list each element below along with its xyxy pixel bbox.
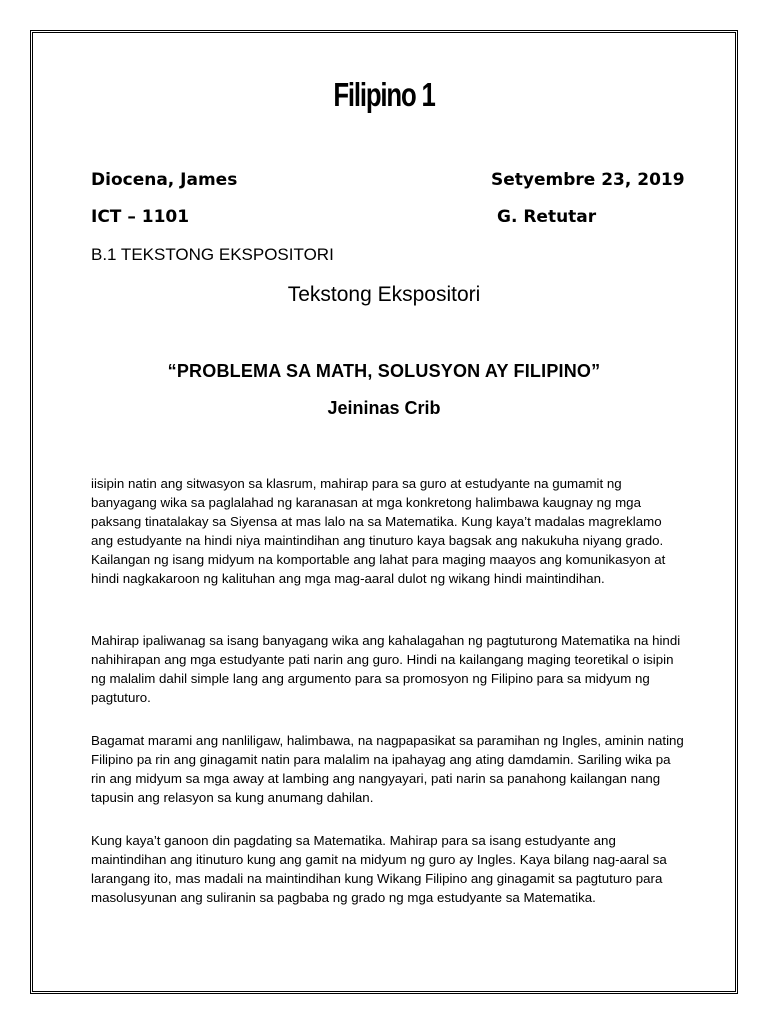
essay-title: “PROBLEMA SA MATH, SOLUSYON AY FILIPINO”: [167, 361, 601, 381]
student-name: Diocena, James: [91, 170, 238, 190]
paragraph-3: Bagamat marami ang nanliligaw, halimbawa, na nagpapasikat sa paramihan ng Ingles, aminin nating Filipino pa rin ang ginagamit natin para malalim na ipahayag ang ating damdamin. Sariling wika pa rin ang midyum sa mga away at lambing ang nangyayari, pati narin sa panahong kailangan nang tapusin ang relasyon sa kung anumang dahilan.: [91, 733, 684, 805]
paragraph-1: iisipin natin ang sitwasyon sa klasrum, mahirap para sa guro at estudyante na gumamit ng banyagang wika sa paglalahad ng karanasan at mga konkretong halimbawa kaugnay ng mga paksang tinatalakay sa Siyensa at mas lalo na sa Matematika. Kung kaya’t madalas magreklamo ang estudyante na hindi niya maintindihan ang tinuturo kaya bagsak ang nakukuha niyang grado. Kailangan ng isang midyum na komportable ang lahat para maging maayos ang komunikasyon at hindi nagkakaroon ng kalituhan ang mga mag-aaral dulot ng wikang hindi maintindihan.: [91, 476, 666, 586]
text-type-heading: Tekstong Ekspositori: [287, 283, 481, 306]
teacher-name: G. Retutar: [497, 207, 597, 227]
course-title: Filipino 1: [333, 76, 435, 113]
paragraph-2: Mahirap ipaliwanag sa isang banyagang wika ang kahalagahan ng pagtuturong Matematika na hindi nahihirapan ang mga estudyante pati narin ang guro. Hindi na kailangang maging teoretikal o isipin ng malalim dahil simple lang ang argumento para sa promosyon ng Filipino para sa midyum ng pagtuturo.: [91, 633, 681, 705]
paragraph-4: Kung kaya’t ganoon din pagdating sa Matematika. Mahirap para sa isang estudyante ang maintindihan ang itinuturo kung ang gamit na midyum ng guro ay Ingles. Kaya bilang nag-aaral sa larangang ito, mas madali na maintindihan kung Wikang Filipino ang ginagamit sa pagtuturo para masolusyunan ang suliranin sa pagbaba ng grado ng mga estudyante sa Matematika.: [91, 833, 667, 905]
student-section: ICT – 1101: [91, 207, 190, 227]
submission-date: Setyembre 23, 2019: [491, 170, 685, 190]
essay-author: Jeininas Crib: [327, 398, 441, 418]
section-label: B.1 TEKSTONG EKSPOSITORI: [91, 245, 334, 264]
